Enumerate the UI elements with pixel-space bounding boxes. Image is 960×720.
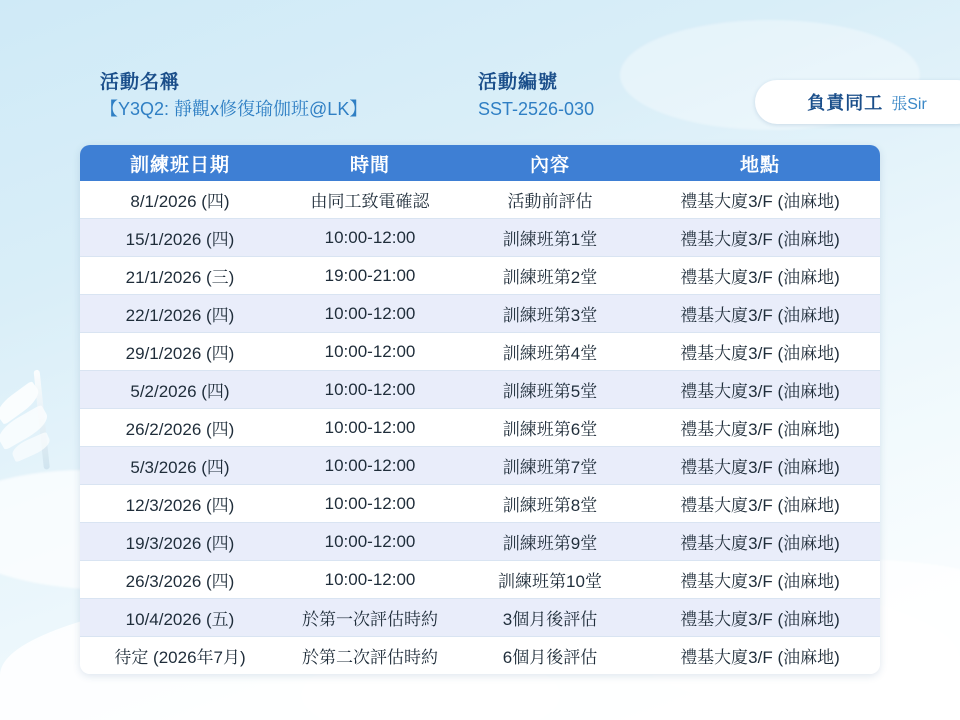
cell-date: 22/1/2026 (四): [80, 295, 280, 333]
column-header-date: 訓練班日期: [80, 145, 280, 181]
table-row: [80, 637, 880, 675]
table-row: [80, 371, 880, 409]
cell-time: 由同工致電確認: [280, 181, 460, 219]
feather-icon: [0, 363, 88, 487]
cell-content: 訓練班第2堂: [460, 257, 640, 295]
table-row: [80, 181, 880, 219]
cell-content: 訓練班第4堂: [460, 333, 640, 371]
table-row: [80, 333, 880, 371]
cell-place: 禮基大廈3/F (油麻地): [640, 371, 880, 409]
table-row: [80, 409, 880, 447]
table-row: [80, 257, 880, 295]
cell-time: 19:00-21:00: [280, 257, 460, 295]
schedule-table: [80, 145, 880, 674]
cell-place: 禮基大廈3/F (油麻地): [640, 181, 880, 219]
table-row: [80, 599, 880, 637]
cell-date: 8/1/2026 (四): [80, 181, 280, 219]
schedule-table-wrapper: [80, 145, 880, 674]
cell-time: 於第一次評估時約: [280, 599, 460, 637]
cell-time: 10:00-12:00: [280, 333, 460, 371]
cell-content: 訓練班第10堂: [460, 561, 640, 599]
cell-place: 禮基大廈3/F (油麻地): [640, 409, 880, 447]
cell-place: 禮基大廈3/F (油麻地): [640, 257, 880, 295]
header-block: [100, 70, 927, 130]
cell-content: 6個月後評估: [460, 637, 640, 675]
column-header-place: 地點: [640, 145, 880, 181]
cell-content: 訓練班第6堂: [460, 409, 640, 447]
cell-date: 26/3/2026 (四): [80, 561, 280, 599]
cell-date: 5/3/2026 (四): [80, 447, 280, 485]
activity-name-field: [100, 70, 367, 122]
responsible-staff-badge: [755, 80, 960, 124]
table-header: [80, 145, 880, 181]
cell-place: 禮基大廈3/F (油麻地): [640, 333, 880, 371]
cell-content: 活動前評估: [460, 181, 640, 219]
cell-content: 訓練班第5堂: [460, 371, 640, 409]
cell-date: 19/3/2026 (四): [80, 523, 280, 561]
activity-code-field: [478, 70, 594, 122]
table-row: [80, 561, 880, 599]
cell-time: 10:00-12:00: [280, 523, 460, 561]
activity-name-label: 活動名稱: [100, 72, 181, 93]
cell-date: 待定 (2026年7月): [80, 637, 280, 675]
cell-date: 15/1/2026 (四): [80, 219, 280, 257]
cell-date: 10/4/2026 (五): [80, 599, 280, 637]
table-row: [80, 295, 880, 333]
table-body: [80, 181, 880, 674]
cell-content: 訓練班第7堂: [460, 447, 640, 485]
responsible-staff-value: 張Sir: [891, 95, 927, 113]
cell-content: 訓練班第3堂: [460, 295, 640, 333]
table-row: [80, 485, 880, 523]
cell-content: 3個月後評估: [460, 599, 640, 637]
cell-time: 於第二次評估時約: [280, 637, 460, 675]
cell-date: 26/2/2026 (四): [80, 409, 280, 447]
cell-place: 禮基大廈3/F (油麻地): [640, 219, 880, 257]
cell-time: 10:00-12:00: [280, 561, 460, 599]
cell-place: 禮基大廈3/F (油麻地): [640, 485, 880, 523]
column-header-content: 內容: [460, 145, 640, 181]
activity-name-value: 【Y3Q2: 靜觀x修復瑜伽班@LK】: [100, 99, 368, 119]
table-row: [80, 447, 880, 485]
cell-content: 訓練班第1堂: [460, 219, 640, 257]
cell-date: 5/2/2026 (四): [80, 371, 280, 409]
cell-place: 禮基大廈3/F (油麻地): [640, 599, 880, 637]
activity-code-label: 活動編號: [478, 72, 559, 93]
cell-place: 禮基大廈3/F (油麻地): [640, 637, 880, 675]
responsible-staff-label: 負責同工: [807, 93, 884, 113]
cell-content: 訓練班第9堂: [460, 523, 640, 561]
cell-date: 29/1/2026 (四): [80, 333, 280, 371]
cell-place: 禮基大廈3/F (油麻地): [640, 561, 880, 599]
cell-place: 禮基大廈3/F (油麻地): [640, 295, 880, 333]
cell-date: 21/1/2026 (三): [80, 257, 280, 295]
cell-place: 禮基大廈3/F (油麻地): [640, 523, 880, 561]
cell-time: 10:00-12:00: [280, 371, 460, 409]
table-row: [80, 523, 880, 561]
table-header-row: [80, 145, 880, 181]
cell-date: 12/3/2026 (四): [80, 485, 280, 523]
cell-place: 禮基大廈3/F (油麻地): [640, 447, 880, 485]
column-header-time: 時間: [280, 145, 460, 181]
cell-time: 10:00-12:00: [280, 219, 460, 257]
cell-time: 10:00-12:00: [280, 485, 460, 523]
cell-time: 10:00-12:00: [280, 295, 460, 333]
cell-time: 10:00-12:00: [280, 447, 460, 485]
table-row: [80, 219, 880, 257]
cell-content: 訓練班第8堂: [460, 485, 640, 523]
cell-time: 10:00-12:00: [280, 409, 460, 447]
activity-code-value: SST-2526-030: [478, 99, 595, 119]
